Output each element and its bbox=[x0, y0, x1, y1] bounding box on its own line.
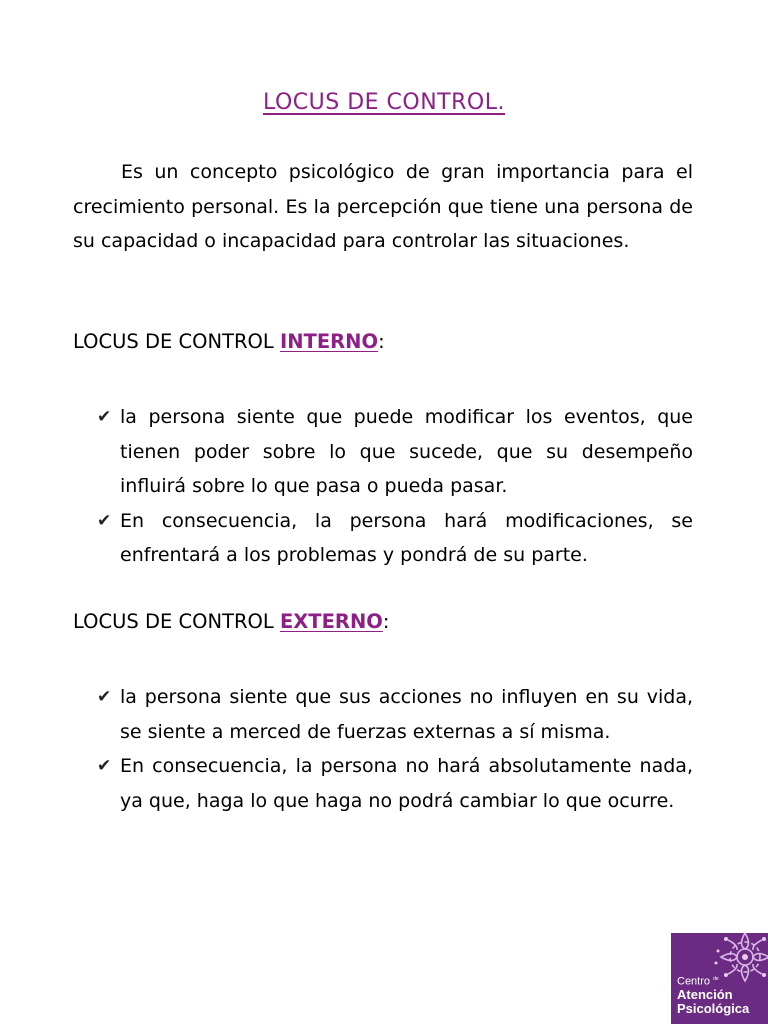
list-item-text: En consecuencia, la persona hará modificaciones, se enfrentará a los problemas y pondrá de su parte. bbox=[120, 509, 693, 566]
logo-line-psicologica: Psicológica bbox=[677, 1000, 750, 1016]
logo-line-centro bbox=[677, 973, 749, 988]
heading-accent-internal: INTERNO bbox=[279, 330, 379, 353]
checkmark-icon: ✔ bbox=[97, 510, 112, 531]
logo-text bbox=[677, 973, 749, 1016]
checkmark-icon: ✔ bbox=[97, 687, 112, 707]
document-title bbox=[0, 90, 768, 115]
centro-logo bbox=[671, 933, 768, 1024]
list-item bbox=[97, 680, 693, 749]
list-item-text: la persona siente que puede modificar los eventos, que tienen poder sobre lo que sucede, que su desempeño influirá sobre lo que pasa o pueda pasar. bbox=[120, 406, 693, 497]
bullet-list-external bbox=[97, 680, 693, 818]
document-title-text: LOCUS DE CONTROL. bbox=[263, 90, 505, 115]
section-heading-external bbox=[73, 610, 389, 633]
checkmark-icon: ✔ bbox=[97, 756, 112, 776]
logo-line-atencion: Atención bbox=[677, 986, 733, 1002]
checkmark-icon: ✔ bbox=[97, 407, 112, 427]
heading-suffix: : bbox=[382, 610, 390, 633]
list-item bbox=[97, 504, 693, 573]
logo-word-centro: Centro bbox=[677, 975, 711, 988]
heading-suffix: : bbox=[378, 330, 385, 353]
heading-accent-external: EXTERNO bbox=[279, 610, 383, 633]
heading-prefix: LOCUS DE CONTROL bbox=[73, 610, 280, 633]
list-item-text: En consecuencia, la persona no hará absolutamente nada, ya que, haga lo que haga no podrá cambiar lo que ocurre. bbox=[120, 755, 693, 812]
section-heading-internal bbox=[73, 330, 385, 353]
logo-word-de: de bbox=[713, 976, 719, 982]
bullet-list-internal bbox=[97, 400, 693, 573]
intro-paragraph: Es un concepto psicológico de gran importancia para el crecimiento personal. Es la percepción que tiene una persona de su capacidad o incapacidad para controlar las situaciones. bbox=[73, 161, 693, 252]
heading-prefix: LOCUS DE CONTROL bbox=[73, 330, 280, 353]
list-item-text: la persona siente que sus acciones no influyen en su vida, se siente a merced de fuerzas externas a sí misma. bbox=[120, 686, 693, 743]
list-item bbox=[97, 400, 693, 504]
list-item bbox=[97, 749, 693, 818]
